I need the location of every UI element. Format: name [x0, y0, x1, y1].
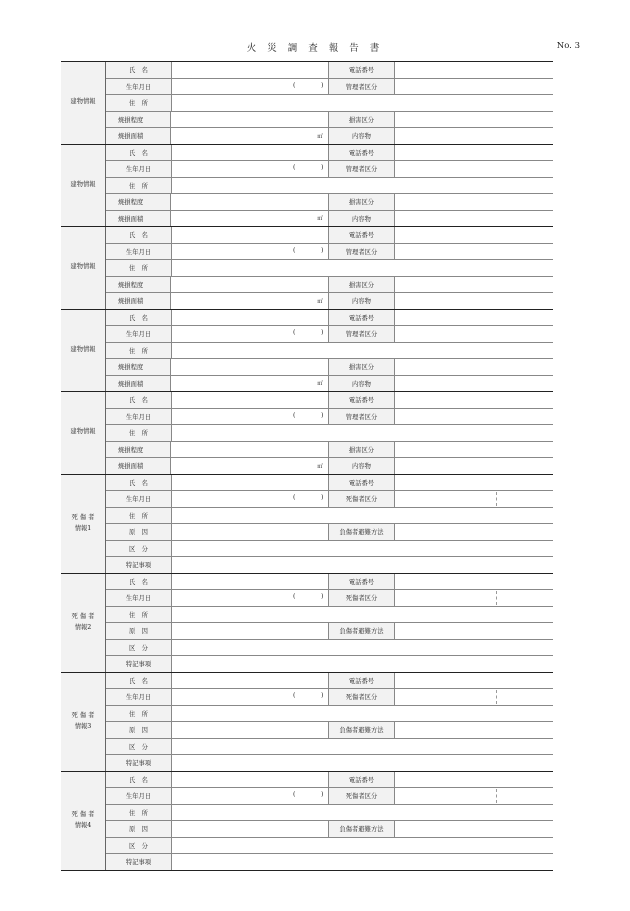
contents-label: 内容物 — [328, 376, 395, 392]
name-label: 氏 名 — [106, 673, 172, 689]
row-dob: 生年月日 ( ) 死傷者区分 — [106, 688, 553, 705]
phone-label: 電話番号 — [328, 62, 395, 78]
row-dob: 生年月日 ( ) 死傷者区分 — [106, 787, 553, 804]
row-address — [106, 177, 553, 194]
cause-label: 原 因 — [106, 821, 172, 837]
row-dob: 生年月日 ( ) 管理者区分 — [106, 160, 553, 177]
building-section-5 — [61, 391, 553, 474]
evacuation-label: 負傷者避難方法 — [328, 623, 395, 639]
dashed-divider — [496, 789, 497, 803]
area-unit: ㎡ — [317, 463, 323, 470]
section-label: 死 傷 者 情報4 — [61, 772, 106, 870]
row-damage-area — [106, 210, 553, 227]
manager-class-label: 管理者区分 — [328, 409, 395, 425]
category-label: 区 分 — [106, 739, 172, 755]
address-label: 住 所 — [106, 260, 172, 276]
category-label: 区 分 — [106, 640, 172, 656]
section-label: 建物情報 — [61, 145, 106, 227]
loss-class-label: 損害区分 — [328, 112, 395, 128]
phone-label: 電話番号 — [328, 673, 395, 689]
row-remarks — [106, 655, 553, 672]
row-damage-area — [106, 127, 553, 144]
building-section-4 — [61, 309, 553, 392]
row-remarks — [106, 853, 553, 870]
row-address — [106, 606, 553, 623]
name-label: 氏 名 — [106, 475, 172, 491]
row-damage-area — [106, 457, 553, 474]
building-section-1 — [61, 61, 553, 144]
phone-label: 電話番号 — [328, 227, 395, 243]
area-unit: ㎡ — [317, 216, 323, 223]
row-address — [106, 705, 553, 722]
casualty-section-3 — [61, 672, 553, 771]
row-damage-degree — [106, 276, 553, 293]
damage-area-label: 焼損面積 — [106, 376, 171, 392]
address-label: 住 所 — [106, 178, 172, 194]
row-cause — [106, 523, 553, 540]
row-category — [106, 738, 553, 755]
phone-label: 電話番号 — [328, 574, 395, 590]
row-name — [106, 310, 553, 326]
dob-label: 生年月日 — [106, 79, 172, 95]
loss-class-label: 損害区分 — [328, 359, 395, 375]
casualty-class-label: 死傷者区分 — [328, 689, 395, 705]
loss-class-label: 損害区分 — [328, 442, 395, 458]
row-damage-degree — [106, 441, 553, 458]
row-category — [106, 639, 553, 656]
row-cause — [106, 820, 553, 837]
address-label: 住 所 — [106, 425, 172, 441]
damage-degree-label: 焼損程度 — [106, 194, 171, 210]
row-dob: 生年月日 ( ) 管理者区分 — [106, 243, 553, 260]
evacuation-label: 負傷者避難方法 — [328, 524, 395, 540]
page-title: 火 災 調 査 報 告 書 — [246, 43, 384, 54]
row-dob: 生年月日 ( ) 管理者区分 — [106, 78, 553, 95]
address-label: 住 所 — [106, 95, 172, 111]
damage-degree-label: 焼損程度 — [106, 442, 171, 458]
manager-class-label: 管理者区分 — [328, 244, 395, 260]
row-address — [106, 94, 553, 111]
manager-class-label: 管理者区分 — [328, 326, 395, 342]
phone-label: 電話番号 — [328, 145, 395, 161]
row-damage-degree — [106, 111, 553, 128]
dob-label: 生年月日 — [106, 590, 172, 606]
damage-degree-label: 焼損程度 — [106, 277, 171, 293]
loss-class-label: 損害区分 — [328, 194, 395, 210]
row-name — [106, 673, 553, 689]
row-address — [106, 507, 553, 524]
damage-area-label: 焼損面積 — [106, 458, 171, 474]
dashed-divider — [496, 690, 497, 704]
address-label: 住 所 — [106, 508, 172, 524]
page-number: No. 3 — [556, 41, 580, 51]
dashed-divider — [496, 492, 497, 506]
casualty-section-2 — [61, 573, 553, 672]
section-label: 死 傷 者 情報1 — [61, 475, 106, 573]
contents-label: 内容物 — [328, 128, 395, 144]
row-address — [106, 342, 553, 359]
dob-label: 生年月日 — [106, 409, 172, 425]
name-label: 氏 名 — [106, 574, 172, 590]
damage-area-label: 焼損面積 — [106, 211, 171, 227]
area-unit: ㎡ — [317, 133, 323, 140]
section-label: 建物情報 — [61, 227, 106, 309]
building-section-2 — [61, 144, 553, 227]
row-address — [106, 804, 553, 821]
name-label: 氏 名 — [106, 310, 172, 326]
name-label: 氏 名 — [106, 227, 172, 243]
name-label: 氏 名 — [106, 392, 172, 408]
evacuation-label: 負傷者避難方法 — [328, 821, 395, 837]
casualty-section-1 — [61, 474, 553, 573]
row-name — [106, 145, 553, 161]
dob-label: 生年月日 — [106, 326, 172, 342]
remarks-label: 特記事項 — [106, 557, 172, 573]
row-damage-area — [106, 375, 553, 392]
section-label: 建物情報 — [61, 392, 106, 474]
damage-area-label: 焼損面積 — [106, 293, 171, 309]
dob-label: 生年月日 — [106, 244, 172, 260]
casualty-class-label: 死傷者区分 — [328, 590, 395, 606]
row-cause — [106, 721, 553, 738]
section-label: 死 傷 者 情報3 — [61, 673, 106, 771]
building-section-3 — [61, 226, 553, 309]
row-dob: 生年月日 ( ) 死傷者区分 — [106, 490, 553, 507]
dob-label: 生年月日 — [106, 491, 172, 507]
contents-label: 内容物 — [328, 211, 395, 227]
casualty-class-label: 死傷者区分 — [328, 788, 395, 804]
row-cause — [106, 622, 553, 639]
section-label: 建物情報 — [61, 310, 106, 392]
damage-degree-label: 焼損程度 — [106, 359, 171, 375]
address-label: 住 所 — [106, 805, 172, 821]
cause-label: 原 因 — [106, 722, 172, 738]
row-dob: 生年月日 ( ) 管理者区分 — [106, 408, 553, 425]
row-address — [106, 259, 553, 276]
address-label: 住 所 — [106, 343, 172, 359]
cause-label: 原 因 — [106, 524, 172, 540]
dob-label: 生年月日 — [106, 788, 172, 804]
phone-label: 電話番号 — [328, 310, 395, 326]
row-name — [106, 227, 553, 243]
name-label: 氏 名 — [106, 145, 172, 161]
evacuation-label: 負傷者避難方法 — [328, 722, 395, 738]
address-label: 住 所 — [106, 607, 172, 623]
remarks-label: 特記事項 — [106, 755, 172, 771]
row-name — [106, 475, 553, 491]
fire-report-form — [61, 61, 553, 871]
row-damage-degree — [106, 193, 553, 210]
row-dob: 生年月日 ( ) 死傷者区分 — [106, 589, 553, 606]
cause-label: 原 因 — [106, 623, 172, 639]
damage-degree-label: 焼損程度 — [106, 112, 171, 128]
row-name — [106, 392, 553, 408]
damage-area-label: 焼損面積 — [106, 128, 171, 144]
phone-label: 電話番号 — [328, 475, 395, 491]
category-label: 区 分 — [106, 541, 172, 557]
dashed-divider — [496, 591, 497, 605]
category-label: 区 分 — [106, 838, 172, 854]
loss-class-label: 損害区分 — [328, 277, 395, 293]
manager-class-label: 管理者区分 — [328, 161, 395, 177]
row-dob: 生年月日 ( ) 管理者区分 — [106, 325, 553, 342]
remarks-label: 特記事項 — [106, 656, 172, 672]
section-label: 建物情報 — [61, 62, 106, 144]
casualty-section-4 — [61, 771, 553, 871]
dob-label: 生年月日 — [106, 689, 172, 705]
row-remarks — [106, 556, 553, 573]
phone-label: 電話番号 — [328, 392, 395, 408]
contents-label: 内容物 — [328, 458, 395, 474]
dob-label: 生年月日 — [106, 161, 172, 177]
area-unit: ㎡ — [317, 381, 323, 388]
row-damage-degree — [106, 358, 553, 375]
name-label: 氏 名 — [106, 772, 172, 788]
phone-label: 電話番号 — [328, 772, 395, 788]
address-label: 住 所 — [106, 706, 172, 722]
manager-class-label: 管理者区分 — [328, 79, 395, 95]
row-name — [106, 772, 553, 788]
row-address — [106, 424, 553, 441]
name-label: 氏 名 — [106, 62, 172, 78]
section-label: 死 傷 者 情報2 — [61, 574, 106, 672]
row-damage-area — [106, 292, 553, 309]
casualty-class-label: 死傷者区分 — [328, 491, 395, 507]
area-unit: ㎡ — [317, 298, 323, 305]
row-name — [106, 62, 553, 78]
row-remarks — [106, 754, 553, 771]
row-category — [106, 540, 553, 557]
contents-label: 内容物 — [328, 293, 395, 309]
row-name — [106, 574, 553, 590]
remarks-label: 特記事項 — [106, 854, 172, 870]
row-category — [106, 837, 553, 854]
